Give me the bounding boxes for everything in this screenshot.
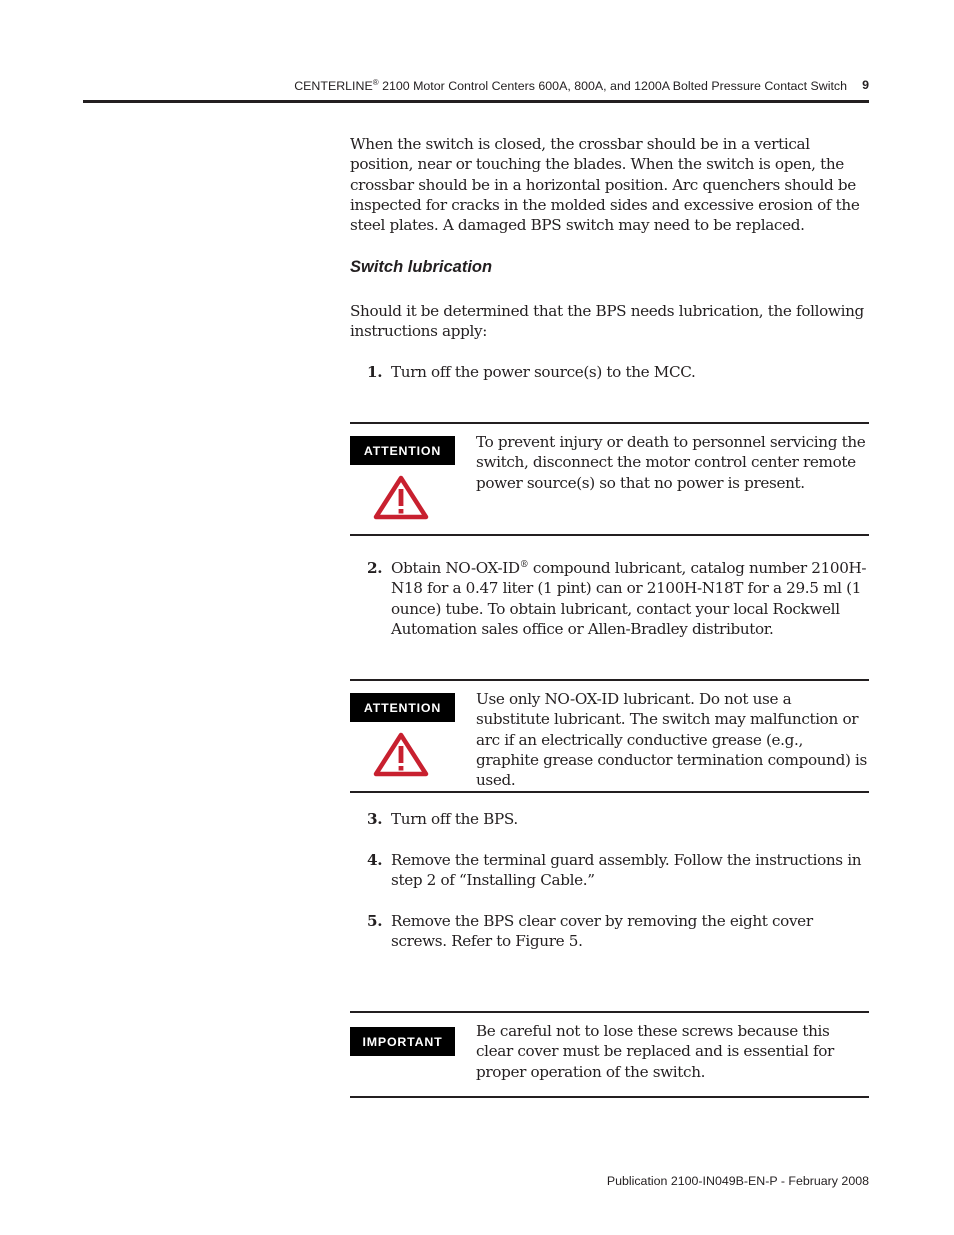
step-number: 3. bbox=[367, 810, 383, 828]
important-label: IMPORTANT bbox=[350, 1027, 455, 1056]
header-title-rest: 2100 Motor Control Centers 600A, 800A, and 1200A Bolted Pressure Contact Switch bbox=[378, 79, 847, 94]
important-text: Be careful not to lose these screws because this clear cover must be replaced and is essential for proper operation of the switch. bbox=[476, 1022, 834, 1081]
header-brand: CENTERLINE bbox=[294, 79, 373, 94]
attention-notice-1 bbox=[350, 422, 869, 536]
header-rule bbox=[83, 100, 869, 103]
registered-mark: ® bbox=[519, 559, 529, 570]
step-text: Turn off the power source(s) to the MCC. bbox=[391, 363, 696, 381]
step-text: Remove the BPS clear cover by removing the eight cover screws. Refer to Figure 5. bbox=[391, 912, 813, 951]
step-text: Remove the terminal guard assembly. Follow the instructions in step 2 of “Installing Cable.” bbox=[391, 851, 862, 890]
page-header bbox=[0, 76, 869, 102]
step-number: 2. bbox=[367, 559, 383, 577]
attention-text: To prevent injury or death to personnel servicing the switch, disconnect the motor control center remote power source(s) so that no power is present. bbox=[476, 433, 866, 492]
header-title bbox=[294, 78, 847, 93]
step-number: 5. bbox=[367, 912, 383, 930]
page-number: 9 bbox=[862, 78, 869, 92]
warning-triangle-icon bbox=[373, 474, 429, 520]
lubrication-intro: Should it be determined that the BPS needs lubrication, the following instructions apply: bbox=[350, 302, 864, 341]
attention-text: Use only NO-OX-ID lubricant. Do not use a substitute lubricant. The switch may malfunction or arc if an electrically conductive grease (e.g., graphite grease conductor termination compound) is used. bbox=[476, 690, 867, 790]
registered-mark: ® bbox=[372, 78, 379, 87]
step-text: Turn off the BPS. bbox=[391, 810, 518, 828]
step-number: 4. bbox=[367, 851, 383, 869]
step-number: 1. bbox=[367, 363, 383, 381]
important-notice bbox=[350, 1011, 869, 1098]
attention-label: ATTENTION bbox=[350, 693, 455, 722]
step-text bbox=[391, 558, 870, 639]
warning-triangle-icon bbox=[373, 731, 429, 777]
publication-footer: Publication 2100-IN049B-EN-P - February 2008 bbox=[606, 1174, 869, 1188]
step-text-part: compound lubricant, catalog number 2100H-N18 for a 0.47 liter (1 pint) can or 2100H-N18T for a 29.5 ml (1 ounce) tube. To obtain lubricant, contact your local Rockwell Automation sales office or Allen-Bradley distributor. bbox=[391, 559, 867, 638]
attention-label: ATTENTION bbox=[350, 436, 455, 465]
section-heading: Switch lubrication bbox=[350, 258, 493, 276]
intro-paragraph: When the switch is closed, the crossbar should be in a vertical position, near or touching the blades. When the switch is open, the crossbar should be in a horizontal position. Arc quenchers should be inspected for cracks in the molded sides and excessive erosion of the steel plates. A damaged BPS switch may need to be replaced. bbox=[350, 135, 860, 235]
attention-notice-2 bbox=[350, 679, 869, 793]
step-text-part: Obtain NO-OX-ID bbox=[391, 559, 520, 577]
